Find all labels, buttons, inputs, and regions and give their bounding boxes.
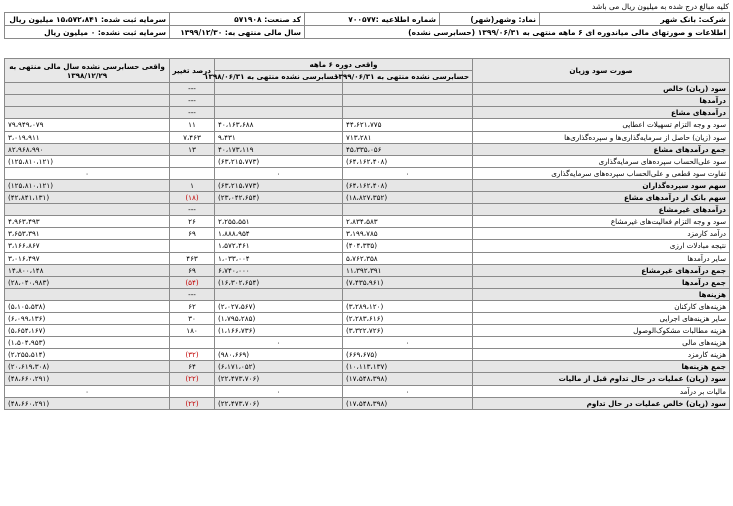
income-statement-table <box>4 58 730 410</box>
row-annual-value: (۱۲۵،۸۱۰،۱۲۱) <box>5 179 170 191</box>
col-period-group-header: واقعی دوره ۶ ماهه <box>215 59 473 71</box>
row-previous-value: (۱۶،۳۰۲،۶۵۴) <box>215 276 343 288</box>
row-label: جمع درآمدهای غیرمشاع <box>473 264 730 276</box>
row-change-percent: ۴۶۳ <box>170 252 215 264</box>
row-annual-value: ۳،۰۱۹،۹۱۱ <box>5 131 170 143</box>
row-label: سود علی‌الحساب سپرده‌های سرمایه‌گذاری <box>473 155 730 167</box>
table-row <box>5 179 730 191</box>
row-previous-value: (۲۲،۴۷۳،۷۰۶) <box>215 373 343 385</box>
table-row <box>5 361 730 373</box>
row-change-percent: (۲۲) <box>170 373 215 385</box>
row-label: هزینه‌ها <box>473 288 730 300</box>
row-label: هزینه‌های کارکنان <box>473 300 730 312</box>
row-annual-value: (۲۸،۰۴۰،۹۸۳) <box>5 276 170 288</box>
row-change-percent: ۲۶ <box>170 216 215 228</box>
row-current-value: ۱۱،۳۹۲،۳۹۱ <box>343 264 473 276</box>
row-label: هزینه کارمزد <box>473 349 730 361</box>
row-label: درآمدهای غیرمشاع <box>473 204 730 216</box>
row-change-percent: --- <box>170 107 215 119</box>
row-change-percent: ۶۴ <box>170 361 215 373</box>
row-current-value: (۶۴،۱۶۲،۴۰۸) <box>343 179 473 191</box>
row-change-percent: ۶۹ <box>170 228 215 240</box>
row-change-percent: --- <box>170 204 215 216</box>
row-previous-value: ۶،۷۴۰،۰۰۰ <box>215 264 343 276</box>
row-label: سایر درآمدها <box>473 252 730 264</box>
row-label: سود (زیان) خالص <box>473 83 730 95</box>
row-current-value: (۱۷،۵۴۸،۳۹۸) <box>343 397 473 409</box>
row-change-percent <box>170 155 215 167</box>
row-annual-value: ۴،۹۶۳،۴۹۳ <box>5 216 170 228</box>
table-row <box>5 288 730 300</box>
row-label: نتیجه مبادلات ارزی <box>473 240 730 252</box>
row-current-value <box>343 288 473 300</box>
fiscal-year-end: سال مالی منتهی به: ۱۳۹۹/۱۲/۳۰ <box>170 26 305 39</box>
row-previous-value: (۲۳،۰۴۲،۶۵۴) <box>215 192 343 204</box>
row-label: تفاوت سود قطعی و علی‌الحساب سپرده‌های سرمایه‌گذاری <box>473 167 730 179</box>
table-row <box>5 252 730 264</box>
row-label: مالیات بر درآمد <box>473 385 730 397</box>
row-change-percent: ۳۰ <box>170 312 215 324</box>
table-body <box>5 83 730 410</box>
row-previous-value: (۶۳،۲۱۵،۷۷۳) <box>215 155 343 167</box>
unit-note: کلیه مبالغ درج شده به میلیون ریال می باشد <box>591 2 729 11</box>
row-label: جمع هزینه‌ها <box>473 361 730 373</box>
row-current-value: (۶۶۹،۶۷۵) <box>343 349 473 361</box>
row-change-percent: ۶۲ <box>170 300 215 312</box>
row-previous-value <box>215 95 343 107</box>
report-number: شماره اطلاعیه :۷۰۰۵۷۷ <box>305 13 440 26</box>
symbol: نماد: وشهر(شهر) <box>440 13 540 26</box>
table-row <box>5 349 730 361</box>
row-change-percent <box>170 167 215 179</box>
row-annual-value: ۳،۰۱۶،۴۹۷ <box>5 252 170 264</box>
row-change-percent: ۷،۴۶۳ <box>170 131 215 143</box>
row-current-value: (۱۰،۱۱۳،۱۳۷) <box>343 361 473 373</box>
row-label: سود و وجه التزام فعالیت‌های غیرمشاع <box>473 216 730 228</box>
row-annual-value: (۴۸،۶۶۰،۲۹۱) <box>5 397 170 409</box>
row-change-percent <box>170 240 215 252</box>
row-annual-value: (۴۲،۸۴۱،۱۳۱) <box>5 192 170 204</box>
row-previous-value: (۱،۱۶۶،۷۳۶) <box>215 325 343 337</box>
row-change-percent: --- <box>170 95 215 107</box>
row-label: سایر هزینه‌های اجرایی <box>473 312 730 324</box>
row-current-value: (۱۸،۸۲۷،۳۵۲) <box>343 192 473 204</box>
row-annual-value: ۰ <box>5 385 170 397</box>
row-annual-value: ۳،۶۵۳،۳۹۱ <box>5 228 170 240</box>
row-annual-value <box>5 83 170 95</box>
row-previous-value: (۶۳،۲۱۵،۷۷۳) <box>215 179 343 191</box>
row-change-percent: --- <box>170 83 215 95</box>
row-change-percent <box>170 337 215 349</box>
row-change-percent: (۵۴) <box>170 276 215 288</box>
table-row <box>5 325 730 337</box>
table-row <box>5 107 730 119</box>
table-row <box>5 397 730 409</box>
row-annual-value: ۸۲،۹۶۸،۹۹۰ <box>5 143 170 155</box>
row-annual-value: ۳،۱۶۶،۸۶۷ <box>5 240 170 252</box>
table-row <box>5 95 730 107</box>
row-current-value: ۳،۱۹۹،۷۸۵ <box>343 228 473 240</box>
row-previous-value <box>215 107 343 119</box>
table-row <box>5 216 730 228</box>
row-previous-value: ۱،۸۸۸،۹۵۴ <box>215 228 343 240</box>
row-current-value: (۷،۴۳۵،۹۶۱) <box>343 276 473 288</box>
row-change-percent: ۱۳ <box>170 143 215 155</box>
row-label: جمع درآمدهای مشاع <box>473 143 730 155</box>
row-label: هزینه‌های مالی <box>473 337 730 349</box>
table-row <box>5 240 730 252</box>
row-current-value <box>343 83 473 95</box>
row-label: سهم سود سپرده‌گذاران <box>473 179 730 191</box>
row-label: جمع درآمدها <box>473 276 730 288</box>
table-row <box>5 155 730 167</box>
row-annual-value: ۰ <box>5 167 170 179</box>
row-annual-value: (۲۰،۶۱۹،۳۰۸) <box>5 361 170 373</box>
table-row <box>5 337 730 349</box>
row-current-value <box>343 95 473 107</box>
row-current-value: ۴۴،۶۲۱،۷۷۵ <box>343 119 473 131</box>
row-label: درآمدهای مشاع <box>473 107 730 119</box>
table-row <box>5 264 730 276</box>
table-row <box>5 143 730 155</box>
row-current-value: (۴۰۴،۳۳۵) <box>343 240 473 252</box>
col-previous-header: حسابرسی نشده منتهی به ۱۳۹۸/۰۶/۳۱ <box>215 71 343 83</box>
row-previous-value <box>215 204 343 216</box>
row-previous-value: ۴۰،۱۶۳،۶۸۸ <box>215 119 343 131</box>
row-annual-value <box>5 95 170 107</box>
row-label: درآمدها <box>473 95 730 107</box>
row-label: هزینه مطالبات مشکوک‌الوصول <box>473 325 730 337</box>
table-row <box>5 83 730 95</box>
table-row <box>5 204 730 216</box>
row-current-value: ۰ <box>343 385 473 397</box>
row-label: درآمد کارمزد <box>473 228 730 240</box>
row-label: سود و وجه التزام تسهیلات اعطایی <box>473 119 730 131</box>
row-current-value: ۲،۸۳۴،۵۸۳ <box>343 216 473 228</box>
row-current-value <box>343 107 473 119</box>
unregistered-capital: سرمایه ثبت نشده: ۰ میلیون ریال <box>5 26 170 39</box>
row-annual-value <box>5 107 170 119</box>
row-annual-value: (۶،۰۹۹،۱۳۶) <box>5 312 170 324</box>
row-annual-value: ۷۹،۹۴۹،۰۷۹ <box>5 119 170 131</box>
row-previous-value: ۴۰،۱۷۳،۱۱۹ <box>215 143 343 155</box>
row-change-percent: ۶۹ <box>170 264 215 276</box>
company-name: شرکت: بانک شهر <box>540 13 730 26</box>
row-change-percent: ۱۸۰ <box>170 325 215 337</box>
col-change-header: درصد تغییر <box>170 59 215 83</box>
row-label: سود (زیان) خالص عملیات در حال تداوم <box>473 397 730 409</box>
row-annual-value: (۵،۱۰۵،۵۳۸) <box>5 300 170 312</box>
table-row <box>5 300 730 312</box>
registered-capital: سرمایه ثبت شده: ۱۵،۵۷۲،۸۴۱ میلیون ریال <box>5 13 170 26</box>
row-annual-value: (۵،۶۵۴،۱۶۷) <box>5 325 170 337</box>
row-current-value: (۲،۲۸۳،۶۱۶) <box>343 312 473 324</box>
row-annual-value <box>5 204 170 216</box>
row-current-value: (۶۴،۱۶۲،۴۰۸) <box>343 155 473 167</box>
row-annual-value: (۱،۵۰۴،۹۵۳) <box>5 337 170 349</box>
table-row <box>5 131 730 143</box>
col-statement-header: صورت سود وزیان <box>473 59 730 83</box>
row-previous-value <box>215 83 343 95</box>
row-current-value: ۰ <box>343 167 473 179</box>
row-previous-value: ۹،۴۳۱ <box>215 131 343 143</box>
row-previous-value: ۱،۵۷۲،۴۶۱ <box>215 240 343 252</box>
table-row <box>5 276 730 288</box>
row-change-percent: (۲۲) <box>170 397 215 409</box>
row-annual-value: (۴۸،۶۶۰،۲۹۱) <box>5 373 170 385</box>
table-row <box>5 228 730 240</box>
row-previous-value: ۲،۲۵۵،۵۵۱ <box>215 216 343 228</box>
row-current-value <box>343 204 473 216</box>
row-change-percent: --- <box>170 288 215 300</box>
row-label: سود (زیان) حاصل از سرمایه‌گذاری‌ها و سپرده‌گذاری‌ها <box>473 131 730 143</box>
row-current-value: (۱۷،۵۴۸،۳۹۸) <box>343 373 473 385</box>
row-current-value: ۴۵،۳۳۵،۰۵۶ <box>343 143 473 155</box>
row-previous-value: ۰ <box>215 385 343 397</box>
table-row <box>5 373 730 385</box>
row-previous-value: (۲۲،۴۷۳،۷۰۶) <box>215 397 343 409</box>
row-label: سود (زیان) عملیات در حال تداوم قبل از مالیات <box>473 373 730 385</box>
row-current-value: ۰ <box>343 337 473 349</box>
row-annual-value: ۱۴،۸۰۰،۱۴۸ <box>5 264 170 276</box>
row-annual-value: (۱۲۵،۸۱۰،۱۲۱) <box>5 155 170 167</box>
row-annual-value: (۲،۲۵۵،۵۱۴) <box>5 349 170 361</box>
row-previous-value: (۹۸۰،۶۶۹) <box>215 349 343 361</box>
table-row <box>5 385 730 397</box>
row-previous-value: (۶،۱۷۱،۰۵۲) <box>215 361 343 373</box>
row-current-value: (۳،۳۲۲،۷۲۶) <box>343 325 473 337</box>
report-title: اطلاعات و صورتهای مالی میاندوره ای ۶ ماهه منتهی به ۱۳۹۹/۰۶/۳۱ (حسابرسی نشده) <box>305 26 730 39</box>
col-current-header: حسابرسی نشده منتهی به ۱۳۹۹/۰۶/۳۱ <box>343 71 473 83</box>
row-change-percent: (۳۲) <box>170 349 215 361</box>
report-header <box>4 12 730 39</box>
row-change-percent <box>170 385 215 397</box>
row-change-percent: ۱ <box>170 179 215 191</box>
table-row <box>5 312 730 324</box>
table-row <box>5 167 730 179</box>
row-label: سهم بانک از درآمدهای مشاع <box>473 192 730 204</box>
row-current-value: ۵،۷۶۲،۳۵۸ <box>343 252 473 264</box>
row-previous-value: (۱،۷۹۵،۲۸۵) <box>215 312 343 324</box>
row-current-value: ۷۱۳،۲۸۱ <box>343 131 473 143</box>
row-previous-value <box>215 288 343 300</box>
row-previous-value: ۰ <box>215 167 343 179</box>
row-current-value: (۳،۲۸۹،۱۲۰) <box>343 300 473 312</box>
col-annual-header: واقعی حسابرسی نشده سال مالی منتهی به ۱۳۹۸/۱۲/۲۹ <box>5 59 170 83</box>
row-previous-value: ۰ <box>215 337 343 349</box>
row-change-percent: (۱۸) <box>170 192 215 204</box>
row-previous-value: (۲،۰۲۷،۵۶۷) <box>215 300 343 312</box>
row-annual-value <box>5 288 170 300</box>
table-row <box>5 119 730 131</box>
industry-code: کد صنعت: ۵۷۱۹۰۸ <box>170 13 305 26</box>
row-change-percent: ۱۱ <box>170 119 215 131</box>
row-previous-value: ۱،۰۳۳،۰۰۴ <box>215 252 343 264</box>
table-row <box>5 192 730 204</box>
